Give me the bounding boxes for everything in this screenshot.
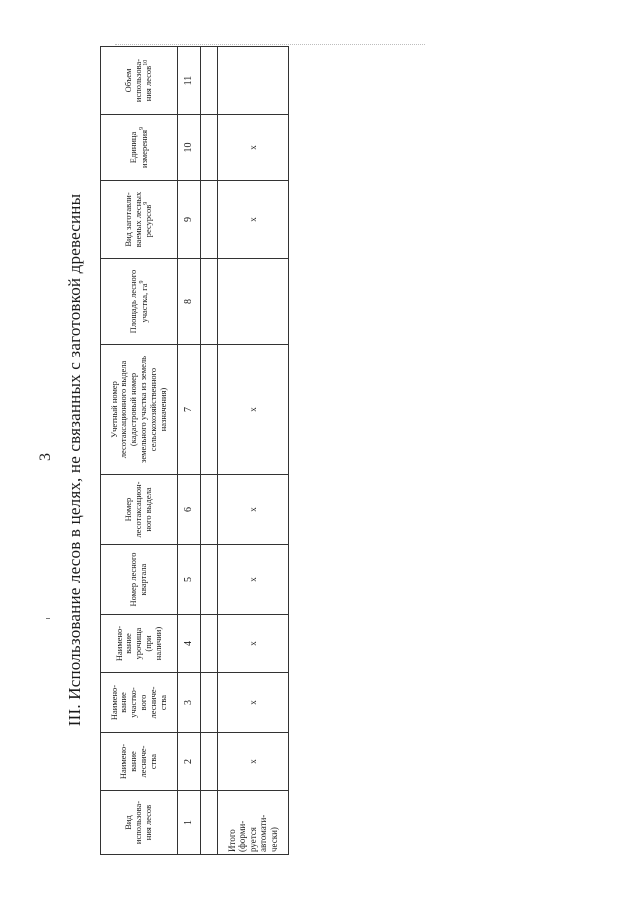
column-number-cell: 6 (178, 475, 201, 545)
header-cell-6 (101, 475, 178, 545)
header-line: Площадь лесного (127, 269, 138, 334)
column-number-cell: 5 (178, 545, 201, 615)
header-line: вание (123, 633, 134, 654)
header-line: вание (128, 751, 139, 772)
header-line: лесниче- (138, 745, 148, 778)
empty-cell (201, 47, 218, 115)
total-label-line: автомати- (258, 814, 269, 852)
header-line: Учетный номер (108, 381, 119, 438)
header-line: урочища (133, 627, 144, 660)
empty-cell (201, 181, 218, 259)
header-cell-1 (101, 791, 178, 855)
header-line: земельного участка из земель (138, 356, 148, 463)
header-line: ния лесов$^{10}$ (143, 59, 154, 102)
total-cell: х (218, 181, 289, 259)
header-line: Объем (122, 68, 133, 93)
header-line: наличии) (152, 626, 163, 661)
column-number-cell: 8 (178, 259, 201, 345)
header-cell-11 (101, 47, 178, 115)
column-number-row (178, 47, 201, 855)
header-line: участко- (128, 687, 139, 718)
header-cell-3 (101, 673, 178, 733)
header-cell-9 (101, 181, 178, 259)
total-cell: х (218, 115, 289, 181)
header-line: измерения$^9$ (138, 127, 149, 168)
header-line: ного выдела (142, 487, 153, 532)
column-number-cell: 9 (178, 181, 201, 259)
scan-edge-dots (115, 40, 425, 45)
header-line: ства (157, 694, 168, 711)
empty-cell (201, 615, 218, 673)
header-line: Наимено- (108, 684, 119, 721)
total-cell (218, 259, 289, 345)
header-cell-2 (101, 733, 178, 791)
table-header-row (101, 47, 178, 855)
header-line: ресурсов$^9$ (143, 201, 154, 238)
column-number-cell: 4 (178, 615, 201, 673)
section-title: III. Использование лесов в целях, не связанных с заготовкой древесины (65, 193, 84, 727)
header-line: назначения) (157, 387, 168, 432)
total-label-cell (218, 791, 289, 855)
header-cell-4 (101, 615, 178, 673)
empty-cell (201, 259, 218, 345)
header-cell-5 (101, 545, 178, 615)
header-line: Наимено- (118, 743, 129, 780)
forest-use-table (100, 46, 289, 855)
total-label-line: Итого (227, 829, 238, 852)
empty-cell (201, 115, 218, 181)
header-line: сельскохозяйственного (147, 367, 158, 452)
header-line: вого (138, 694, 148, 711)
footnote-mark: 9 (143, 201, 150, 205)
page-number: 3 (37, 453, 54, 461)
header-line: ния лесов (142, 804, 153, 841)
total-cell (218, 47, 289, 115)
total-row (218, 47, 289, 855)
header-line: Наимено- (113, 625, 124, 662)
header-line: (кадастровый номер (128, 372, 139, 447)
footnote-mark: 9 (138, 280, 145, 284)
column-number-cell: 10 (178, 115, 201, 181)
header-line: (при (142, 635, 153, 652)
header-line: Номер лесного (128, 552, 139, 607)
header-line: ства (147, 753, 158, 770)
header-line: Вид заготавли- (122, 192, 133, 247)
empty-cell (201, 545, 218, 615)
header-cell-10 (101, 115, 178, 181)
header-line: вание (118, 692, 129, 713)
header-cell-7 (101, 345, 178, 475)
empty-cell (201, 345, 218, 475)
empty-cell (201, 475, 218, 545)
header-line: квартала (138, 563, 148, 596)
column-number-cell: 1 (178, 791, 201, 855)
column-number-cell: 11 (178, 47, 201, 115)
header-cell-8 (101, 259, 178, 345)
total-cell: х (218, 545, 289, 615)
header-line: лесниче- (147, 686, 158, 719)
column-number-cell: 2 (178, 733, 201, 791)
header-line: Номер (123, 497, 134, 522)
total-cell: х (218, 615, 289, 673)
total-cell: х (218, 345, 289, 475)
empty-cell (201, 673, 218, 733)
table-row (201, 47, 218, 855)
total-cell: х (218, 673, 289, 733)
scan-mark (46, 618, 50, 619)
total-cell: х (218, 733, 289, 791)
header-line: использова- (133, 800, 144, 845)
header-line: лесотаксационного выдела (118, 360, 129, 459)
total-cell: х (218, 475, 289, 545)
header-line: использова- (132, 58, 143, 103)
column-number-cell: 7 (178, 345, 201, 475)
header-line: Вид (123, 815, 134, 830)
header-line: Единица (127, 131, 138, 164)
footnote-mark: 9 (138, 127, 145, 131)
total-label-line: чески) (268, 827, 279, 852)
header-line: участка, га$^9$ (138, 280, 149, 323)
empty-cell (201, 733, 218, 791)
column-number-cell: 3 (178, 673, 201, 733)
footnote-mark: 10 (143, 59, 150, 66)
header-line: ваемых лесных (132, 191, 143, 248)
total-label-line: руется (247, 827, 258, 852)
empty-cell (201, 791, 218, 855)
total-label-line: (форми- (237, 820, 248, 852)
header-line: лесотаксацион- (133, 481, 144, 538)
